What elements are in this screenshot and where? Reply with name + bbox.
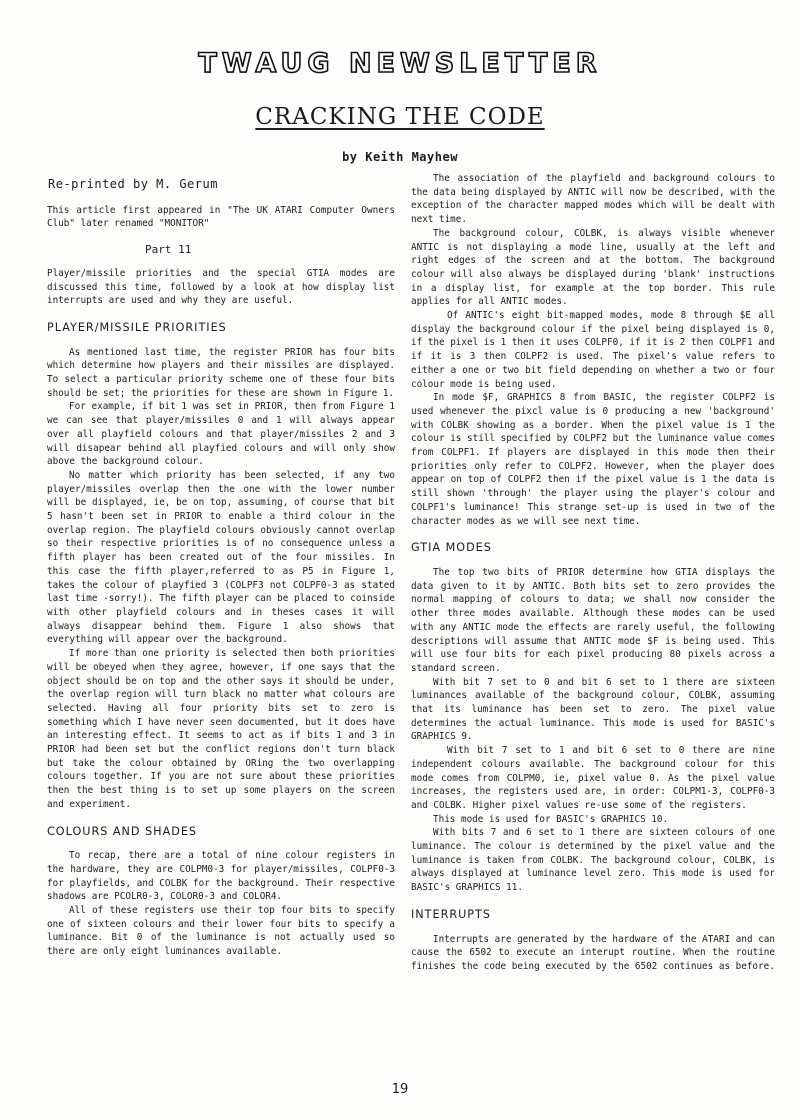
section-heading-interrupts: INTERRUPTS — [411, 907, 491, 921]
reprint-credit: Re-printed by M. Gerum — [48, 177, 218, 191]
article-title — [0, 104, 800, 130]
paragraph: With bits 7 and 6 set to 1 there are sixteen colours of one luminance. The colour is determined by the pixel value and the luminance is taken from COLBK. The background colour, COLBK, is always displayed at luminance level zero. This mode is used for BASIC's GRAPHICS 11. — [411, 827, 775, 894]
lead-paragraph: Player/missile priorities and the special GTIA modes are discussed this time, followed by a look at how display list interrupts are used and why they are useful. — [47, 267, 395, 307]
paragraph: With bit 7 set to 1 and bit 6 set to 0 there are nine independent colours available. The background colour for this mode comes from COLPM0, ie, pixel value 0. As the pixel value increases, the registers used are, in order: COLPM1-3, COLPF0-3 and COLBK. Higher pixel values re-use some of the registers. — [411, 745, 775, 811]
paragraph: This mode is used for BASIC's GRAPHICS 10. — [433, 813, 669, 825]
paragraph: The association of the playfield and background colours to the data being displayed by ANTIC will now be described, with the exception of the character mapped modes which will be dealt with next time. — [411, 173, 775, 226]
paragraph: Of ANTIC's eight bit-mapped modes, mode 8 through $E all display the background colour if the pixel being displayed is 0, if the pixel is 1 then it uses COLPF0, if it is 2 then COLPF1 and if it is 3 then COLPF2 is used. The pixel's value refers to either a one or two bit field depending on whether a two or four colour mode is being used. — [411, 310, 775, 390]
right-column — [411, 172, 775, 974]
paragraph: No matter which priority has been selected, if any two player/missiles overlap then the one with the lower number will be displayed, ie, be on top, assuming, of course that bit 5 hasn't been set in PRIOR to enable a third colour in the overlap region. The playfield colours obviously cannot overlap so their respective priorities is of no consequence unless a fifth player has been created out of the four missiles. In this case the fifth player,referred to as P5 in Figure 1, takes the colour of playfied 3 (COLPF3 not COLPF0-3 as stated last time -sorry!). The fifth player can be placed to coinside with other playfield colours and in theses cases it will always disappear behind them. Figure 1 also shows that everything will appear over the background. — [47, 469, 395, 646]
section-heading-pm-priorities: PLAYER/MISSILE PRIORITIES — [47, 320, 227, 334]
byline: by Keith Mayhew — [342, 150, 458, 164]
paragraph: With bit 7 set to 0 and bit 6 set to 1 there are sixteen luminances available of the background colour, COLBK, assuming that its luminance has been set to zero. The pixel value determines the actual luminance. This mode is used for BASIC's GRAPHICS 9. — [411, 676, 775, 743]
article-title-text: CRACKING THE CODE — [255, 104, 545, 130]
paragraph: If more than one priority is selected then both priorities will be obeyed when they agree, however, if one says that the object should be on top and the other says it should be under, the overlap region will turn black no matter what colours are selected. Having all four priority bits set to zero is something which I have never seen documented, but it does have an interesting effect. It seems to act as if bits 1 and 3 in PRIOR had been set but the conflict regions don't turn black but take the colour obtained by ORing the two overlapping colours together. If you are not sure about these priorities then the best thing is to set up some players on the screen and experiment. — [47, 648, 395, 810]
intro-note: This article first appeared in "The UK ATARI Computer Owners Club" later renamed "MONITOR" — [47, 204, 395, 230]
paragraph: In mode $F, GRAPHICS 8 from BASIC, the register COLPF2 is used whenever the pixcl value is 0 producing a new 'background' with COLBK showing as a border. When the pixel value is 1 the colour is still specified by COLPF2 but the luminance value comes from COLPF1. If players are displayed in this mode then their priorities only refer to COLPF2. However, when the player does appear on top of COLPF2 then if the pixel value is 1 the data is still shown 'through' the player using the player's colour and COLPF1's luminance! This strange set-up is used in two of the character modes as we will see next time. — [411, 392, 775, 527]
paragraph: Interrupts are generated by the hardware of the ATARI and can cause the 6502 to execute an interupt routine. When the routine finishes the code being executed by the 6502 continues as before. — [411, 933, 775, 972]
part-label: Part 11 — [145, 243, 192, 257]
paragraph: The top two bits of PRIOR determine how GTIA displays the data given to it by ANTIC. Both bits set to zero provides the normal mapping of colours to data; we shall now consider the other three modes available. Although these modes can be used with any ANTIC mode the effects are rarely useful, the following descriptions will assume that ANTIC mode $F is being used. This will use four bits for each pixel producing 80 pixels across a standard screen. — [411, 566, 775, 674]
paragraph: As mentioned last time, the register PRIOR has four bits which determine how players and their missiles are displayed. To select a particular priority scheme one of these four bits should be set; the priorities for these are shown in Figure 1. — [47, 346, 395, 399]
left-column — [47, 172, 395, 959]
page-number: 19 — [391, 1082, 409, 1097]
newsletter-masthead: TWAUG NEWSLETTER — [198, 48, 602, 79]
paragraph: To recap, there are a total of nine colour registers in the hardware, they are COLPM0-3 for player/missiles, COLPF0-3 for playfields, and COLBK for the background. Their respective shadows are PCOLR0-3, COLOR0-3 and COLOR4. — [47, 850, 395, 903]
paragraph: All of these registers use their top four bits to specify one of sixteen colours and their lower four bits to specify a luminance. Bit 0 of the luminance is not actually used so there are only eight luminances available. — [47, 905, 395, 958]
section-heading-gtia: GTIA MODES — [411, 541, 492, 555]
section-heading-colours: COLOURS AND SHADES — [47, 824, 198, 838]
paragraph: For example, if bit 1 was set in PRIOR, then from Figure 1 we can see that player/missiles 0 and 1 will always appear over all playfield colours and that player/missiles 2 and 3 will disapear behind all playfied colours and will only show above the background colour. — [47, 401, 395, 468]
paragraph: The background colour, COLBK, is always visible whenever ANTIC is not displaying a mode line, usually at the left and right edges of the screen and at the bottom. The background colour will also always be displayed during 'blank' instructions in a display list, for example at the top border. This rule applies for all ANTIC modes. — [411, 227, 775, 308]
